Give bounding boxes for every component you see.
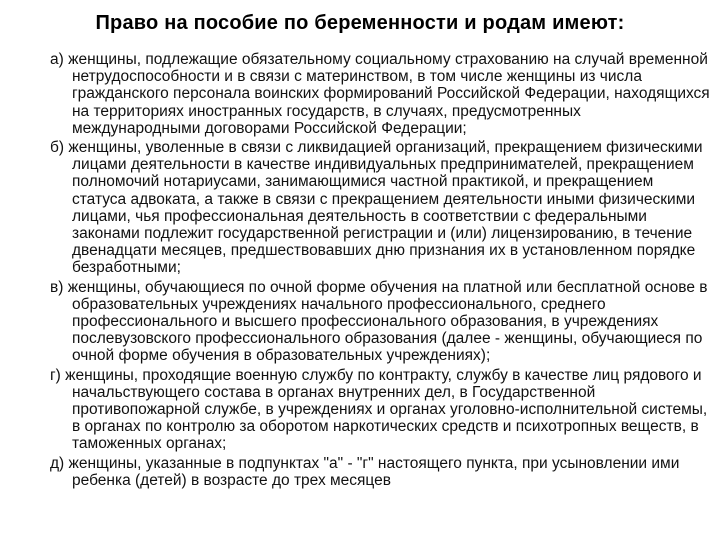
list-item-d: д) женщины, указанные в подпунктах "а" - "г" настоящего пункта, при усыновлении ими ребенка (детей) в возрасте до трех месяцев (50, 454, 680, 489)
slide-title: Право на пособие по беременности и родам имеют: (95, 12, 625, 34)
list-item-a: а) женщины, подлежащие обязательному социальному страхованию на случай временной нетрудоспособности и в связи с материнством, в том числе женщины из числа гражданского персонала воинских формирований Российской Федерации, находящихся на территориях иностранных государств, в случаях, предусмотренных международными договорами Российской Федерации; (50, 51, 710, 137)
eligibility-list (50, 51, 710, 491)
list-item-b: б) женщины, уволенные в связи с ликвидацией организаций, прекращением физическими лицами деятельности в качестве индивидуальных предпринимателей, прекращением полномочий нотариусами, занимающимися частной практикой, и прекращением статуса адвоката, а также в связи с прекращением деятельности иными физическими лицами, чья профессиональная деятельность в соответствии с федеральными законами подлежит государственной регистрации и (или) лицензированию, в течение двенадцати месяцев, предшествовавших дню признания их в установленном порядке безработными; (50, 139, 703, 277)
list-item-v: в) женщины, обучающиеся по очной форме обучения на платной или бесплатной основе в образовательных учреждениях начального профессионального, среднего профессионального и высшего профессионального образования, в учреждениях послевузовского профессионального образования (далее - женщины, обучающиеся по очной форме обучения в образовательных учреждениях); (50, 278, 708, 365)
list-item-g: г) женщины, проходящие военную службу по контракту, службу в качестве лиц рядового и начальствующего состава в органах внутренних дел, в Государственной противопожарной службе, в учреждениях и органах уголовно-исполнительной системы, в органах по контролю за оборотом наркотических средств и психотропных веществ, в таможенных органах; (50, 366, 708, 453)
